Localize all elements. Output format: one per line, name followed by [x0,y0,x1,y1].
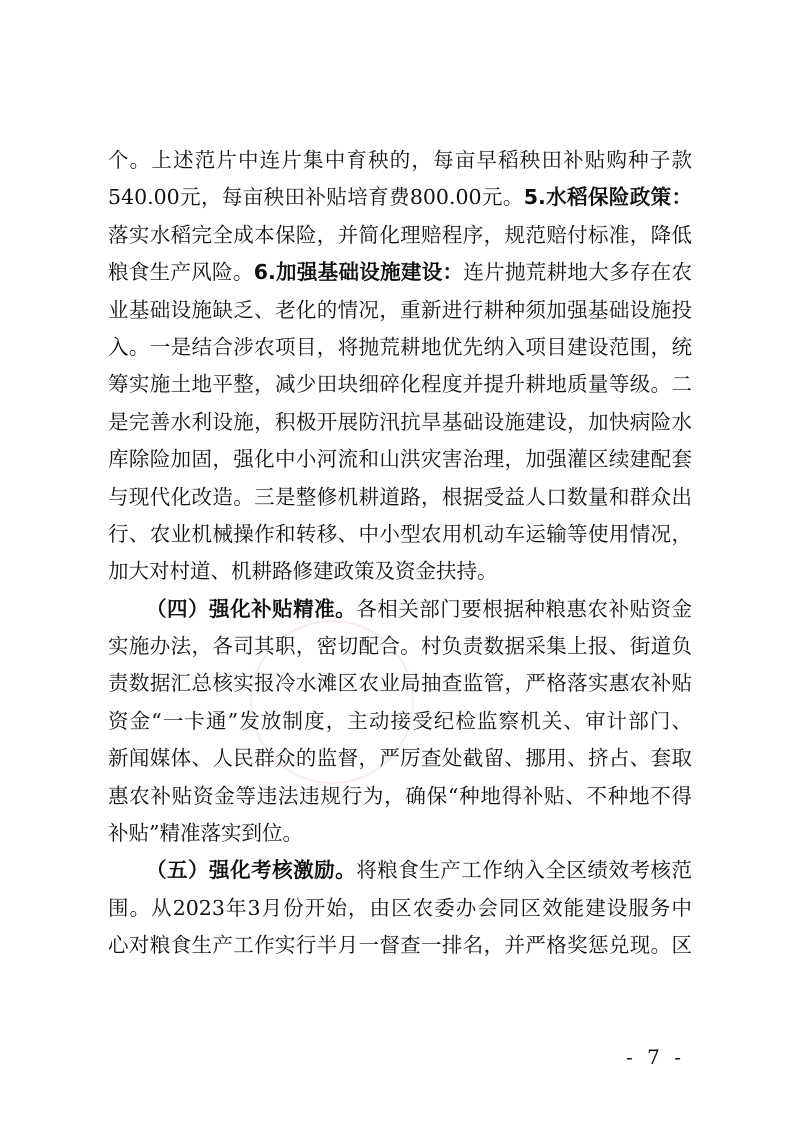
text-line: 与现代化改造。三是整修机耕道路，根据受益人口数量和群众出 [108,484,692,509]
text-line: 个。上述范片中连片集中育秧的，每亩早稻秧田补贴购种子款 [108,148,692,172]
bold-heading: 5.水稻保险政策： [523,185,692,210]
body-text [108,142,692,965]
text-line: 库除险加固，强化中小河流和山洪灾害治理，加强灌区续建配套 [108,447,692,472]
section-heading: （四）强化补贴精准。 [146,596,357,621]
text-line: 心对粮食生产工作实行半月一督查一排名，并严格奖惩兑现。区 [108,933,692,958]
section-heading: （五）强化考核激励。 [146,858,357,883]
text-line: 筹实施土地平整，减少田块细碎化程度并提升耕地质量等级。二 [108,372,692,397]
text-line: 加大对村道、机耕路修建政策及资金扶持。 [108,559,498,584]
text-line: 围。从2023年3月份开始，由区农委办会同区效能建设服务中 [108,895,692,920]
page-number: - 7 - [626,1045,685,1069]
text-line: 业基础设施缺乏、老化的情况，重新进行耕种须加强基础设施投 [108,297,692,322]
text-line: 责数据汇总核实报冷水滩区农业局抽查监管，严格落实惠农补贴 [108,671,692,696]
bold-heading: 6.加强基础设施建设： [253,260,464,285]
text-line: （五）强化考核激励。将粮食生产工作纳入全区绩效考核范 [146,858,692,883]
text-line: 540.00元，每亩秧田补贴培育费800.00元。5.水稻保险政策： [108,185,692,210]
text-line: 粮食生产风险。6.加强基础设施建设：连片抛荒耕地大多存在农 [108,260,692,285]
text-line: 是完善水利设施，积极开展防汛抗旱基础设施建设，加快病险水 [108,409,692,434]
text-line: 资金“一卡通”发放制度，主动接受纪检监察机关、审计部门、 [108,708,692,733]
text-line: 补贴”精准落实到位。 [108,821,303,846]
text-line: （四）强化补贴精准。各相关部门要根据种粮惠农补贴资金 [146,596,692,621]
text-line: 实施办法，各司其职，密切配合。村负责数据采集上报、街道负 [108,634,692,659]
text-line: 入。一是结合涉农项目，将抛荒耕地优先纳入项目建设范围，统 [108,334,692,359]
text-line: 落实水稻完全成本保险，并简化理赔程序，规范赔付标准，降低 [108,222,692,247]
text-line: 惠农补贴资金等违法违规行为，确保“种地得补贴、不种地不得 [108,783,692,808]
text-line: 新闻媒体、人民群众的监督，严厉查处截留、挪用、挤占、套取 [108,746,692,771]
text-line: 行、农业机械操作和转移、中小型农用机动车运输等使用情况， [108,521,692,546]
